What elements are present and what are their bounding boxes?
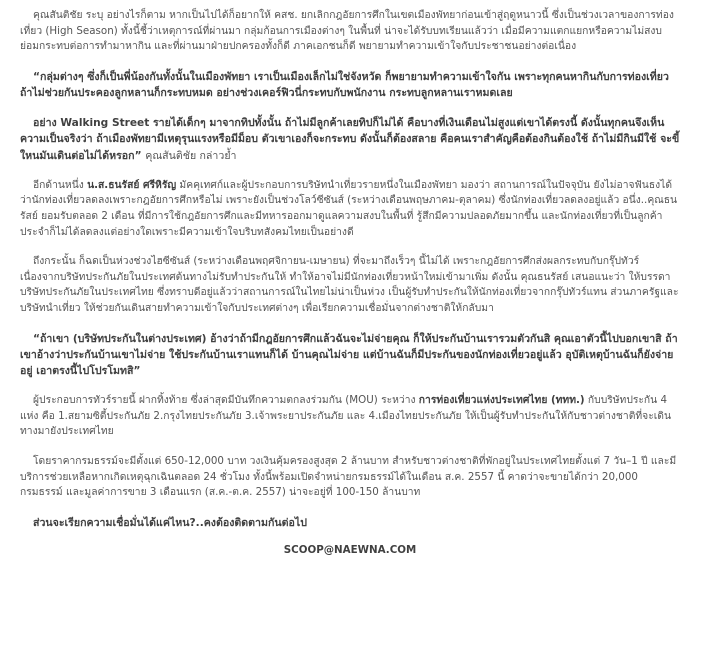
person-name: น.ส.ธนรัสย์ ศรีหิรัญ [87, 178, 177, 191]
paragraph-intro: คุณสันติชัย ระบุ อย่างไรก็ตาม หากเป็นไปได้ก็อยากให้ คสช. ยกเลิกกฎอัยการศึกในเขตเมืองพัทยาก่อนเข้าสู่ฤดูหนาวนี้ ซึ่งเป็นช่วงเวลาของการท่องเที่ยว (High Season) ทั้งนี้ชี้ว่าเหตุการณ์ที่ผ่านมา กลุ่มก้อนการเมืองต่างๆ ในพื้นที่ น่าจะได้รับบทเรียนแล้วว่า เมื่อมีความแตกแยกหรือความไม่สงบย่อมกระทบต่อการทำมาหากิน และที่ผ่านมาฝ่ายปกครองทั้งก็ดี ภาคเอกชนก็ดี พยายามทำความเข้าใจกับประชาชนอย่างต่อเนื่อง [20, 9, 674, 53]
paragraph-thanaras [20, 178, 680, 240]
paragraph-insurance-price: โดยราคากรมธรรม์จะมีตั้งแต่ 650-12,000 บาท วงเงินคุ้มครองสูงสุด 2 ล้านบาท สำหรับชาวต่างชาติที่พักอยู่ในประเทศไทยตั้งแต่ 7 วัน–1 ปี และมีบริการช่วยเหลือหากเกิดเหตุฉุกเฉินตลอด 24 ชั่วโมง ทั้งนี้พร้อมเปิดจำหน่ายกรมธรรม์ได้ในเดือน ส.ค. 2557 นี้ คาดว่าจะขายได้กว่า 20,000 กรมธรรม์ และมูลค่าการขาย 3 เดือนแรก (ส.ค.-ต.ค. 2557) น่าจะอยู่ที่ 100-150 ล้านบาท [20, 454, 677, 499]
paragraph-thanaras-lead: อีกด้านหนึ่ง [33, 178, 84, 191]
author-signature: SCOOP@NAEWNA.COM [283, 543, 417, 556]
quote-santichai-2-text: อย่าง Walking Street รายได้เด็กๆ มาจากทิปทั้งนั้น ถ้าไม่มีลูกค้าเลยทิปก็ไม่ได้ คือบางที่เงินเดือนไม่สูงแต่เขาได้ตรงนี้ ดังนั้นทุกคนจึงเห็นความเป็นจริงว่า ถ้าเมืองพัทยามีเหตุรุนแรงหรือมีม็อบ ตัวเขาเองก็จะกระทบ ดังนั้นก็ต้องสลาย คือคนเราสำคัญคือต้องกินต้องใช้ ถ้าไม่มีกินมีใช้ จะขี้ใหนมันเดินต่อไม่ได้หรอก” [20, 117, 680, 162]
paragraph-high-season: ถึงกระนั้น ก็ฉดเป็นห่วงช่วงไฮซีซันส์ (ระหว่างเดือนพฤศจิกายน-เมษายน) ที่จะมาถึงเร็วๆ นี้ไม่ได้ เพราะกฎอัยการศึกส่งผลกระทบกับกรุ๊ปทัวร์ เนื่องจากบริษัทประกันภัยในประเทศต้นทางไม่รับทำประกันให้ ทำให้อาจไม่มีนักท่องเที่ยวหน้าใหม่เข้ามาเพิ่ม ดังนั้น คุณธนรัสย์ เสนอแนะว่า ให้บรรดาบริษัทประกันภัยในประเทศไทย ซึ่งทราบดีอยู่แล้วว่าสถานการณ์ในไทยไม่น่าเป็นห่วง เป็นผู้รับทำประกันให้นักท่องเที่ยวจากกรุ๊ปทัวร์แทน ส่วนภาครัฐและบริษัทนำเที่ยว ให้ช่วยกันเดินสายทำความเข้าใจกับประเทศต่างๆ เพื่อเรียกความเชื่อมั่นจากต่างชาติให้กลับมา [20, 255, 679, 314]
quote-santichai-2 [20, 115, 680, 164]
paragraph-mou [20, 393, 680, 440]
paragraph-thanaras-body: มัคคุเทศก์และผู้ประกอบการบริษัทนำเที่ยวรายหนึ่งในเมืองพัทยา มองว่า สถานการณ์ในปัจจุบัน ยังไม่อาจฟันธงได้ว่านักท่องเที่ยวลดลงเพราะกฎอัยการศึกหรือไม่ เพราะยังเป็นช่วงโลว์ซีซันส์ (ระหว่างเดือนพฤษภาคม-ตุลาคม) ซึ่งนักท่องเที่ยวลดลงอยู่แล้ว อนึ่ง..คุณธนรัสย์ ยอมรับตลอด 2 เดือน ที่มีการใช้กฎอัยการศึกและมีทหารออกมาดูแลความสงบในพื้นที่ รู้สึกมีความปลอดภัยมากขึ้น และนักท่องเที่ยวที่เป็นลูกค้าประจำก็ไม่ได้ลดลงแต่อย่างใดเพราะมีความเข้าใจบริบทสังคมไทยเป็นอย่างดี [20, 178, 678, 238]
quote-attribution: คุณสันติชัย กล่าวย้ำ [145, 149, 237, 162]
paragraph-mou-a: ผู้ประกอบการทัวร์รายนี้ ฝากทิ้งท้าย ซึ่งล่าสุดมีบันทึกความตกลงร่วมกัน (MOU) ระหว่าง [33, 394, 416, 407]
closing-line: ส่วนจะเรียกความเชื่อมั่นได้แค่ไหน?..คงต้องติดตามกันต่อไป [33, 516, 307, 529]
quote-thanaras: “ถ้าเขา (บริษัทประกันในต่างประเทศ) อ้างว่าถ้ามีกฎอัยการศึกแล้วฉันจะไม่จ่ายคุณ ก็ให้ประกันบ้านเรารวมตัวกันสิ คุณเอาตัวนี้ไปบอกเขาสิ ถ้าเขาอ้างว่าประกันบ้านเขาไม่จ่าย ใช้ประกันบ้านเราแทนก็ได้ บ้านคุณไม่จ่าย แต่บ้านฉันก็มีประกันของนักท่องเที่ยวอยู่แล้ว อุบัติเหตุบ้านฉันก็ยังจ่ายอยู่ เอาตรงนี้ไปโปรโมทสิ” [20, 332, 678, 377]
paragraph-mou-c: กับบริษัทประกัน 4 แห่ง คือ 1.สยามซิตี้ประกันภัย 2.กรุงไทยประกันภัย 3.เจ้าพระยาประกันภัย และ 4.เมืองไทยประกันภัย ให้เป็นผู้รับทำประกันให้กับชาวต่างชาติที่จะเดินทางมายังประเทศไทย [20, 394, 671, 438]
quote-santichai-1: “กลุ่มต่างๆ ซึ่งก็เป็นพี่น้องกันทั้งนั้นในเมืองพัทยา เราเป็นเมืองเล็กไม่ใช่จังหวัด ก็พยายามทำความเข้าใจกัน เพราะทุกคนหากินกับการท่องเที่ยว ถ้าไม่ช่วยกันประคองลูกหลานก็กระทบหมด อย่างช่วงเคอร์ฟิวนี่กระทบกับพนักงาน กระทบลูกหลานเราหมดเลย [20, 70, 669, 99]
tat-name: การท่องเที่ยวแห่งประเทศไทย (ททท.) [418, 394, 585, 407]
article-body [20, 8, 680, 573]
